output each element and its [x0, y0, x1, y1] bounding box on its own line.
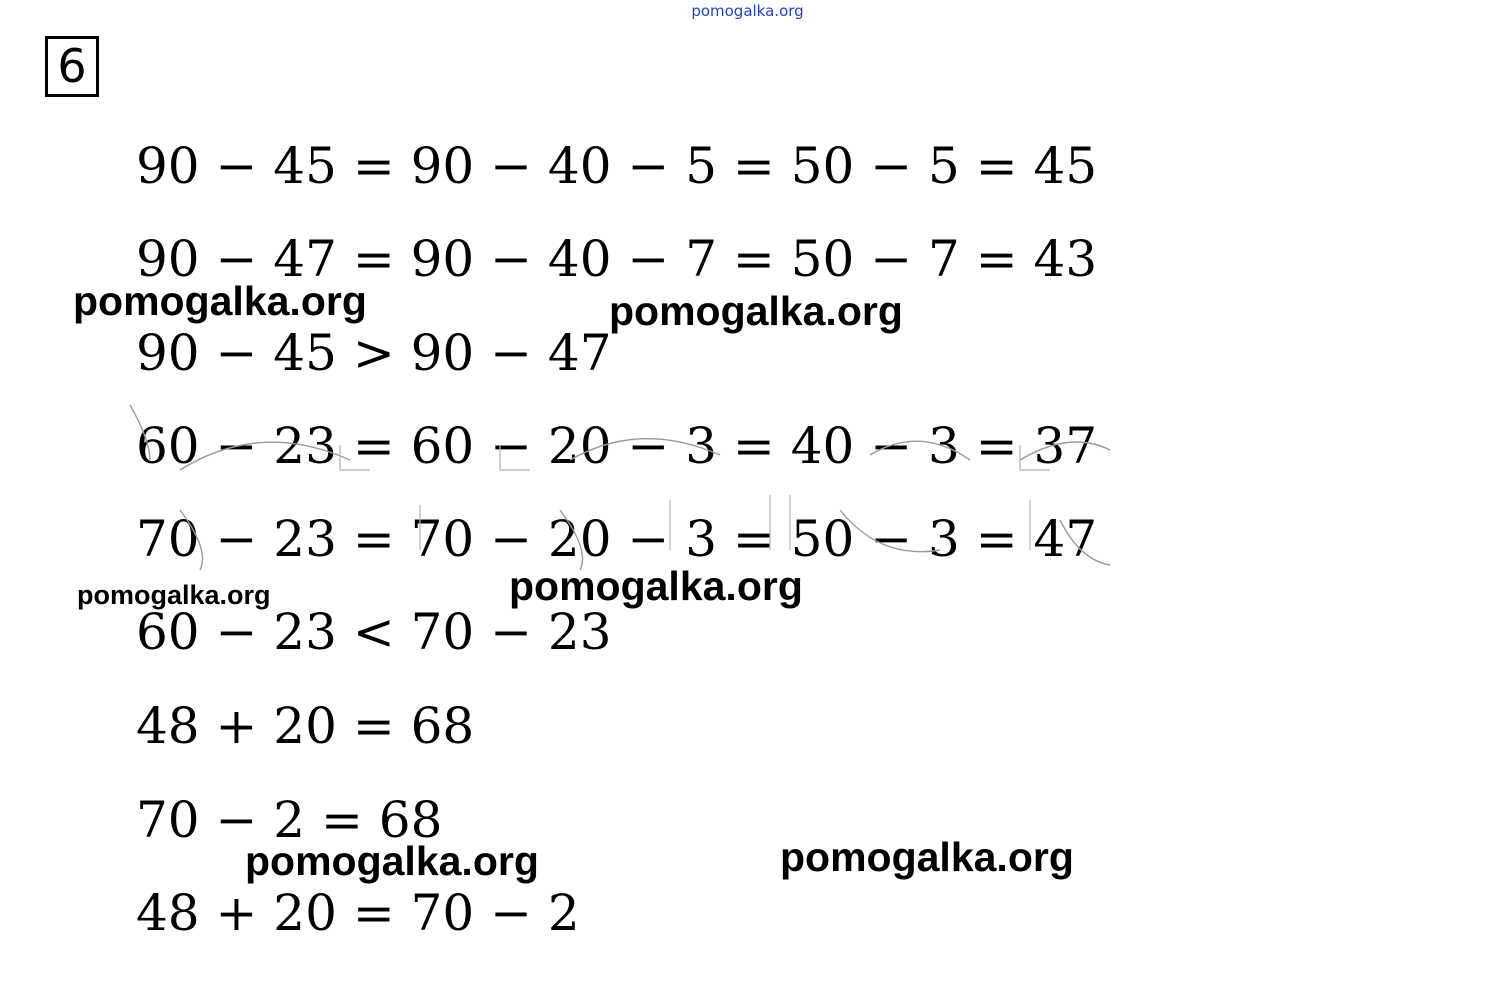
task-number-box: 6 — [45, 36, 99, 97]
watermark-5: pomogalka.org — [245, 838, 539, 884]
equation-line-7: 48 + 20 = 68 — [136, 697, 475, 755]
watermark-1: pomogalka.org — [73, 278, 367, 324]
equation-line-1: 90 − 45 = 90 − 40 − 5 = 50 − 5 = 45 — [136, 137, 1098, 195]
watermark-6: pomogalka.org — [780, 834, 1074, 880]
equation-line-6: 60 − 23 < 70 − 23 — [136, 603, 612, 661]
watermark-3: pomogalka.org — [77, 580, 271, 610]
site-mark-top: pomogalka.org — [691, 2, 804, 20]
watermark-2: pomogalka.org — [609, 288, 903, 334]
equation-line-5: 70 − 23 = 70 − 20 − 3 = 50 − 3 = 47 — [136, 510, 1098, 568]
equation-line-4: 60 − 23 = 60 − 20 − 3 = 40 − 3 = 37 — [136, 417, 1098, 475]
equation-line-8: 70 − 2 = 68 — [136, 791, 443, 849]
equation-line-9: 48 + 20 = 70 − 2 — [136, 884, 580, 942]
equation-line-2: 90 − 47 = 90 − 40 − 7 = 50 − 7 = 43 — [136, 230, 1098, 288]
equation-line-3: 90 − 45 > 90 − 47 — [136, 324, 612, 382]
watermark-4: pomogalka.org — [509, 563, 803, 609]
